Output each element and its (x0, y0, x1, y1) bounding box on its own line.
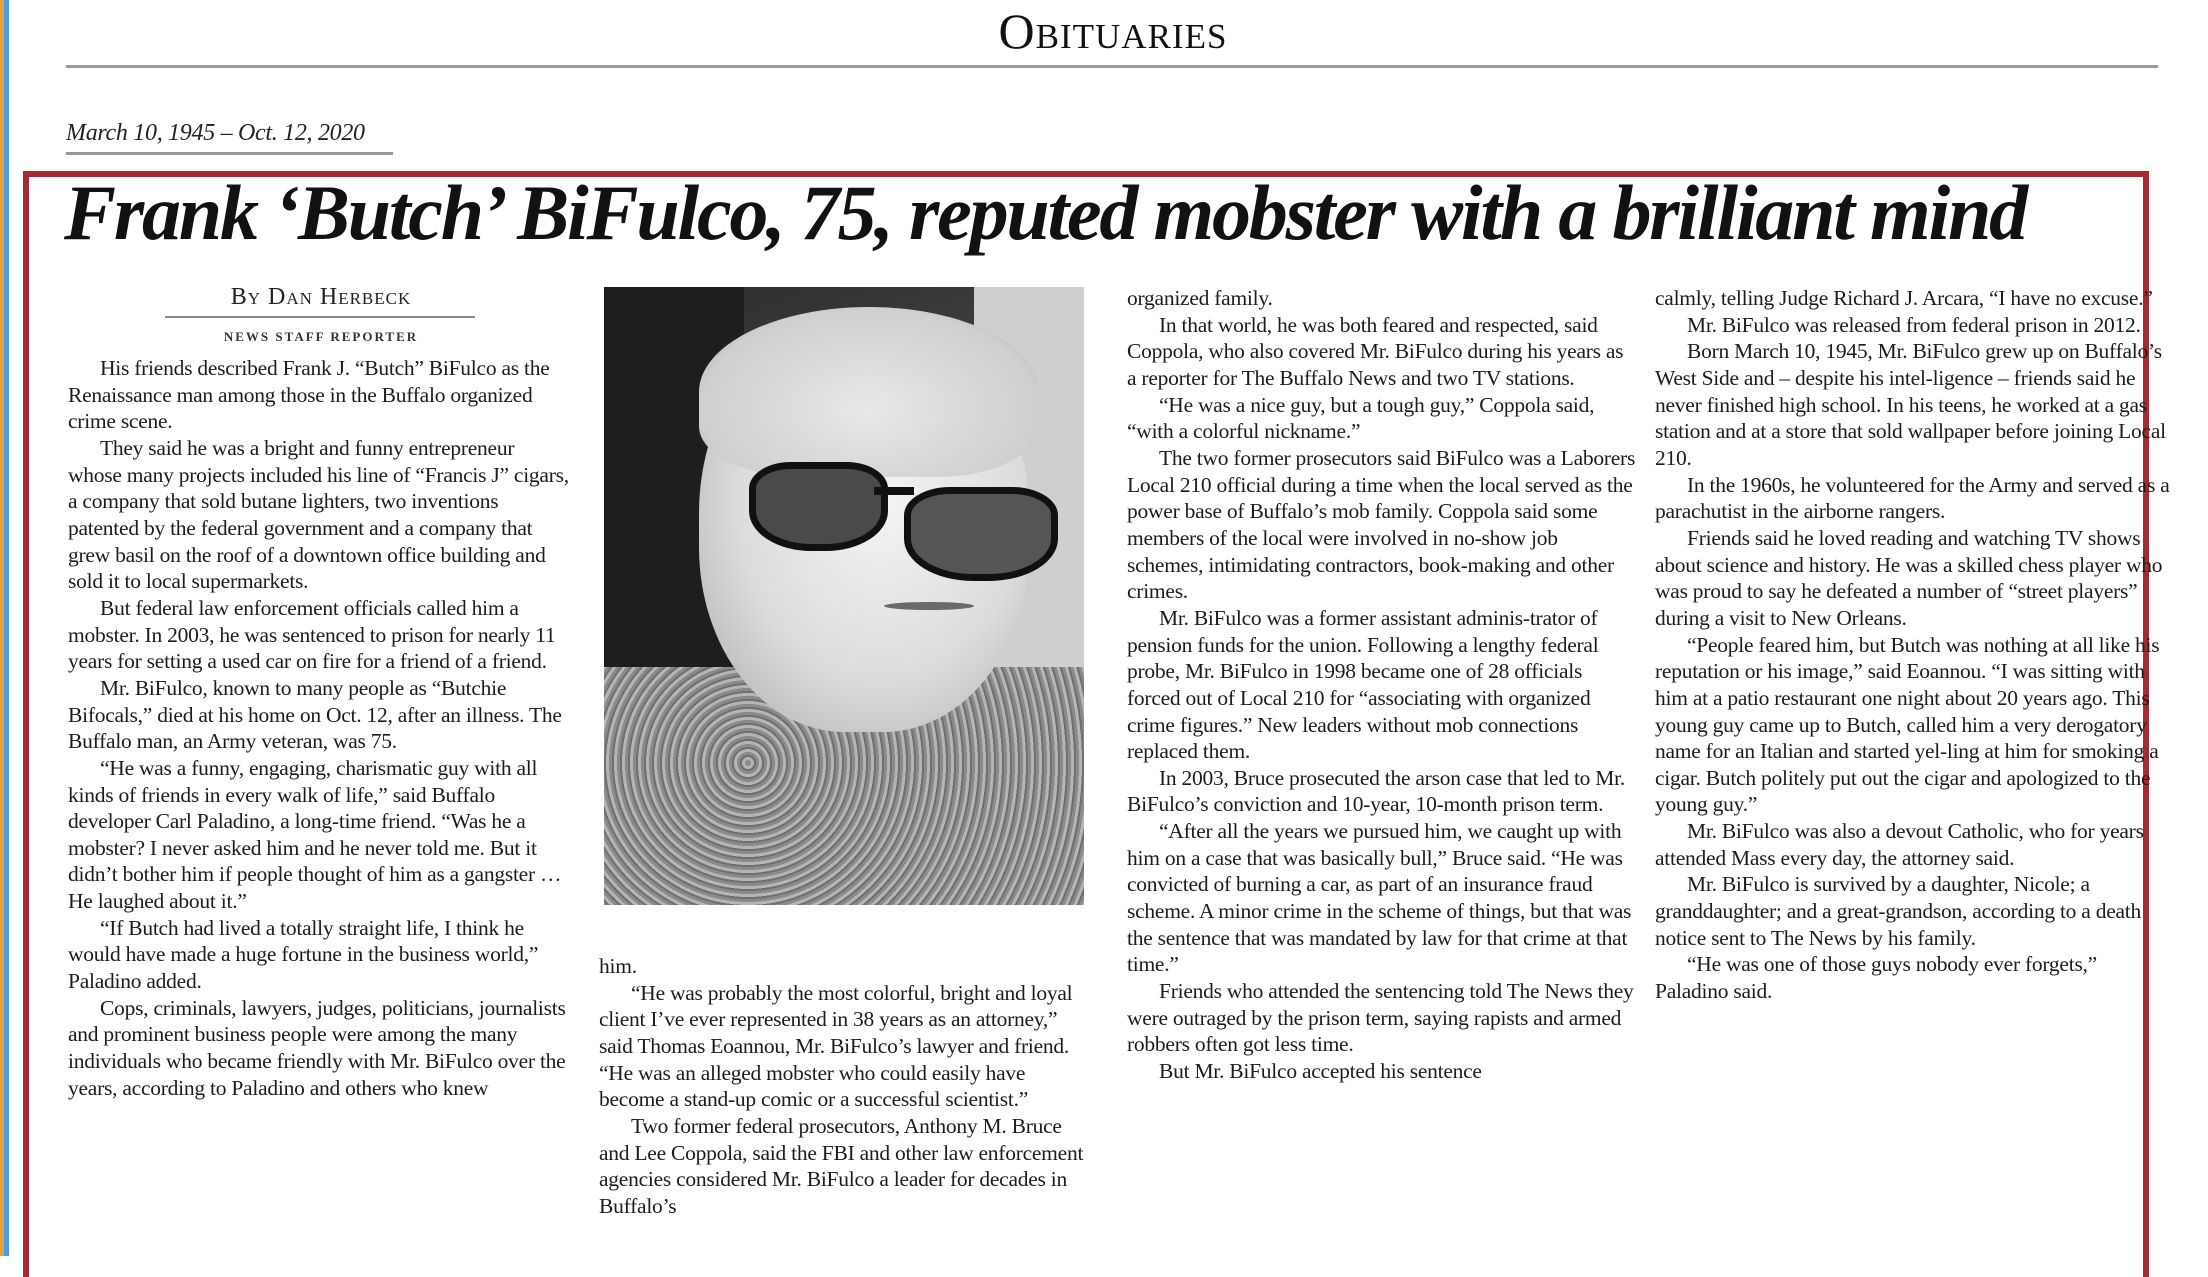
paragraph: But federal law enforcement officials called him a mobster. In 2003, he was sentenced to prison for nearly 11 years for setting a used car on fire for a friend of a friend. (68, 595, 556, 674)
paragraph: The two former prosecutors said BiFulco was a Laborers Local 210 official during a time when the local served as the power base of Buffalo’s mob family. Coppola said some members of the local were involved in no-show job schemes, intimidating contractors, book-making and other crimes. (1127, 445, 1636, 604)
paragraph: organized family. (1127, 286, 1273, 310)
paragraph: “After all the years we pursued him, we caught up with him on a case that was basically bull,” Bruce said. “He was convicted of burning a car, as part of an insurance fraud scheme. A minor crime in the scheme of things, but that was the sentence that was mandated by law for that crime at that time.” (1127, 819, 1632, 977)
photo-glasses-left-lens (749, 462, 888, 551)
article-column-2 (599, 953, 1094, 1220)
article-column-4 (1655, 285, 2175, 1005)
paragraph: Mr. BiFulco was a former assistant adminis-trator of pension funds for the union. Following a lengthy federal probe, Mr. BiFulco in 1998 became one of 28 officials forced out of Local 210 for “associating with organized crime figures.” New leaders without mob connections replaced them. (1127, 605, 1599, 764)
article-headline: Frank ‘Butch’ BiFulco, 75, reputed mobster with a brilliant mind (64, 169, 2026, 256)
paragraph: They said he was a bright and funny entrepreneur whose many projects included his line of “Francis J” cigars, a company that sold butane lighters, two inventions patented by the federal government and a company that grew basil on the roof of a downtown office building and sold it to local supermarkets. (68, 435, 569, 594)
paragraph: him. (599, 954, 637, 978)
byline-title: NEWS STAFF REPORTER (223, 329, 419, 344)
paragraph: But Mr. BiFulco accepted his sentence (1159, 1059, 1482, 1084)
paragraph: Mr. BiFulco was released from federal prison in 2012. (1687, 312, 2141, 337)
paragraph: In that world, he was both feared and respected, said Coppola, who also covered Mr. BiFulco during his years as a reporter for The Buffalo News and two TV stations. (1127, 312, 1624, 390)
paragraph: Mr. BiFulco, known to many people as “Butchie Bifocals,” died at his home on Oct. 12, after an illness. The Buffalo man, an Army veteran, was 75. (68, 675, 562, 754)
paragraph: Two former federal prosecutors, Anthony M. Bruce and Lee Coppola, said the FBI and other law enforcement agencies considered Mr. BiFulco a leader for decades in Buffalo’s (599, 1113, 1084, 1218)
photo-glasses-right-lens (904, 487, 1058, 581)
paragraph: In the 1960s, he volunteered for the Army and served as a parachutist in the airborne rangers. (1655, 472, 2170, 524)
paragraph: “People feared him, but Butch was nothing at all like his reputation or his image,” said Eoannou. “I was sitting with him at a patio restaurant one night about 20 years ago. This young guy came up to Butch, called him a very derogatory name for an Italian and started yel-ling at him for smoking a cigar. Butch politely put out the cigar and apologized to the young guy.” (1655, 632, 2160, 817)
paragraph: “He was a nice guy, but a tough guy,” Coppola said, “with a colorful nickname.” (1127, 392, 1595, 444)
photo-hair (699, 307, 1039, 477)
byline-divider (165, 316, 475, 318)
article-column-1 (68, 355, 573, 1101)
paragraph: Mr. BiFulco was also a devout Catholic, who for years attended Mass every day, the attorney said. (1655, 819, 2144, 870)
paragraph: “If Butch had lived a totally straight life, I think he would have made a huge fortune in the business world,” Paladino added. (68, 915, 539, 994)
photo-glasses-bridge (874, 487, 914, 495)
paragraph: Born March 10, 1945, Mr. BiFulco grew up on Buffalo’s West Side and – despite his intel-ligence – friends said he never finished high school. In his teens, he worked at a gas station and at a store that sold wallpaper before joining Local 210. (1655, 339, 2166, 470)
article-column-3 (1127, 285, 1637, 1085)
paragraph: Friends who attended the sentencing told The News they were outraged by the prison term, saying rapists and armed robbers often got less time. (1127, 979, 1634, 1057)
life-dates: March 10, 1945 – Oct. 12, 2020 (66, 120, 365, 146)
section-title: Obituaries (998, 3, 1228, 59)
life-dates-underline (66, 152, 393, 155)
paragraph: Cops, criminals, lawyers, judges, politicians, journalists and prominent business people were among the many individuals who became friendly with Mr. BiFulco over the years, according to Paladino and others who knew (68, 995, 566, 1100)
paragraph: His friends described Frank J. “Butch” BiFulco as the Renaissance man among those in the Buffalo organized crime scene. (68, 356, 550, 434)
byline-author: By Dan Herbeck (230, 284, 412, 310)
section-divider (66, 65, 2158, 68)
paragraph: Mr. BiFulco is survived by a daughter, Nicole; a granddaughter; and a great-grandson, according to a death notice sent to The News by his family. (1655, 872, 2142, 950)
photo-mouth (884, 602, 974, 610)
paragraph: “He was probably the most colorful, bright and loyal client I’ve ever represented in 38 years as an attorney,” said Thomas Eoannou, Mr. BiFulco’s lawyer and friend. “He was an alleged mobster who could easily have become a stand-up comic or a successful scientist.” (599, 980, 1073, 1112)
portrait-photo (604, 287, 1084, 905)
window-edge-blue (4, 0, 9, 1256)
paragraph: calmly, telling Judge Richard J. Arcara, “I have no excuse.” (1655, 286, 2153, 310)
paragraph: “He was one of those guys nobody ever forgets,” Paladino said. (1655, 952, 2097, 1004)
paragraph: Friends said he loved reading and watching TV shows about science and history. He was a skilled chess player who was proud to say he defeated a number of “street players” during a visit to New Orleans. (1655, 525, 2163, 630)
paragraph: In 2003, Bruce prosecuted the arson case that led to Mr. BiFulco’s conviction and 10-year, 10-month prison term. (1127, 765, 1626, 817)
paragraph: “He was a funny, engaging, charismatic guy with all kinds of friends in every walk of life,” said Buffalo developer Carl Paladino, a long-time friend. “Was he a mobster? I never asked him and he never told me. But it didn’t bother him if people thought of him as a gangster … He laughed about it.” (68, 755, 562, 914)
